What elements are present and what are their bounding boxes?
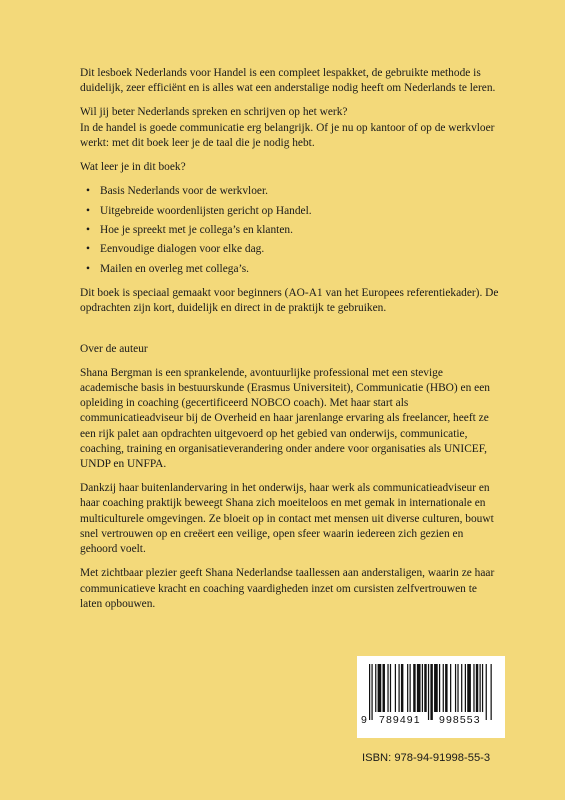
learn-list [80, 184, 500, 277]
intro-paragraph: Dit lesboek Nederlands voor Handel is een compleet lespakket, de gebruikte methode is duidelijk, zeer efficiënt en is alles wat een anderstalige nodig heeft om Nederlands te leren. [80, 67, 496, 95]
barcode-bar [480, 664, 481, 712]
learn-question: Wat leer je in dit boek? [80, 161, 186, 174]
author-lessons-paragraph: Met zichtbaar plezier geeft Shana Nederlandse taallessen aan anderstaligen, waarin ze haar communicatieve kracht en coaching vaardigheden inzet om cursisten zelfvertrouwen te laten opbouwen. [80, 567, 495, 610]
barcode-bar [395, 664, 396, 712]
list-item: • Hoe je spreekt met je collega’s en klanten. [80, 223, 500, 238]
barcode-bar [371, 664, 372, 720]
isbn-number: ISBN: 978-94-91998-55-3 [362, 752, 491, 764]
barcode-bar [387, 664, 388, 712]
intro-work-text: In de handel is goede communicatie erg belangrijk. Of je nu op kantoor of op de werkvloer werkt: met dit boek leer je de taal die je nodig hebt. [80, 121, 495, 149]
barcode-bar [378, 664, 382, 712]
barcode-bar [424, 664, 426, 712]
barcode-bar [430, 664, 432, 720]
barcode-bar [398, 664, 399, 712]
barcode-bar [422, 664, 423, 712]
barcode-bar [434, 664, 438, 712]
barcode-bar [465, 664, 466, 712]
list-item: • Basis Nederlands voor de werkvloer. [80, 184, 500, 199]
barcode-bar [375, 664, 376, 712]
barcode-bar [445, 664, 447, 712]
barcode-bar [410, 664, 411, 712]
barcode-bar [461, 664, 462, 712]
barcode-bar [450, 664, 451, 712]
author-heading: Over de auteur [80, 342, 148, 355]
barcode-bar [439, 664, 440, 712]
section-gap [80, 326, 500, 342]
back-cover-text [80, 66, 500, 621]
barcode-digits-left: 789491 [379, 714, 421, 726]
barcode [357, 656, 505, 738]
barcode-bar [491, 664, 492, 720]
intro-work-question: Wil jij beter Nederlands spreken en schrijven op het werk? [80, 106, 348, 119]
barcode-bar [383, 664, 385, 712]
barcode-digits-right: 998553 [439, 714, 481, 726]
barcode-bar [455, 664, 456, 712]
barcode-bar [467, 664, 471, 712]
intro-paragraph-work [80, 105, 500, 151]
barcode-bar [482, 664, 483, 712]
barcode-bar [476, 664, 478, 712]
barcode-bar [486, 664, 487, 720]
barcode-bars [369, 664, 493, 720]
barcode-digit-first: 9 [361, 714, 367, 726]
barcode-bar [417, 664, 421, 712]
barcode-bar [401, 664, 403, 712]
barcode-bar [473, 664, 474, 712]
audience-paragraph: Dit boek is speciaal gemaakt voor beginners (AO-A1 van het Europees referentiekader). De opdrachten zijn kort, duidelijk en direct in de praktijk te gebruiken. [80, 287, 499, 315]
barcode-bar [443, 664, 444, 712]
barcode-bar [407, 664, 408, 712]
list-item: • Mailen en overleg met collega’s. [80, 262, 500, 277]
list-item: • Eenvoudige dialogen voor elke dag. [80, 242, 500, 257]
list-item: • Uitgebreide woordenlijsten gericht op Handel. [80, 204, 500, 219]
barcode-bar [390, 664, 391, 712]
barcode-bar [413, 664, 415, 712]
author-experience-paragraph: Dankzij haar buitenlandervaring in het onderwijs, haar werk als communicatieadviseur en haar coaching praktijk beweegt Shana zich moeiteloos en met gemak in internationale en multiculturele omgevingen. Ze bloeit op in contact met mensen uit diverse culturen, bouwt snel vertrouwen op en creëert een veilige, open sfeer waarin iedereen zich gezien en gehoord voelt. [80, 482, 494, 556]
barcode-bar [428, 664, 429, 720]
author-bio-paragraph: Shana Bergman is een sprankelende, avontuurlijke professional met een stevige academische basis in bestuurskunde (Erasmus Universiteit), Communicatie (HBO) en een opleiding in coaching (gecertificeerd NOBCO coach). Met haar start als communicatieadviseur bij de Overheid en haar jarenlange ervaring als freelancer, heeft ze een rijk palet aan opdrachten uitgevoerd op het gebied van onderwijs, communicatie, coaching, training en organisatieverandering onder andere voor organisaties als UNICEF, UNDP en UNFPA. [80, 366, 490, 471]
barcode-bar [457, 664, 458, 712]
barcode-bar [369, 664, 370, 720]
